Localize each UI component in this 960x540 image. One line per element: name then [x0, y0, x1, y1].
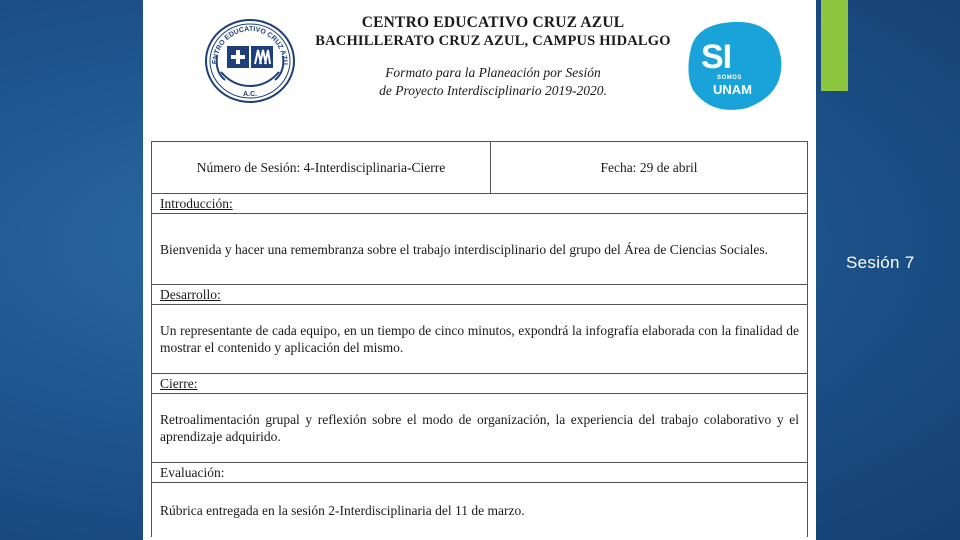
introduction-label: Introducción: [152, 194, 808, 214]
unam-name-text: UNAM [713, 82, 752, 97]
school-seal-logo [203, 16, 297, 104]
accent-bar [821, 0, 848, 91]
unam-somos-text: SOMOS [717, 75, 742, 81]
section-label-row [152, 374, 808, 394]
session-row [152, 142, 808, 194]
planning-table [151, 141, 808, 537]
closing-label: Cierre: [152, 374, 808, 394]
campus-name: BACHILLERATO CRUZ AZUL, CAMPUS HIDALGO [315, 33, 671, 49]
session-number: Número de Sesión: 4-Interdisciplinaria-Cierre [152, 142, 491, 194]
si-somos-unam-logo [683, 18, 785, 112]
document-header [303, 14, 683, 100]
section-body-row [152, 214, 808, 285]
unam-si-text: SI [701, 38, 732, 76]
evaluation-label: Evaluación: [152, 463, 808, 483]
section-body-row [152, 483, 808, 538]
introduction-text: Bienvenida y hacer una remembranza sobre el trabajo interdisciplinario del grupo del Área de Ciencias Sociales. [152, 214, 808, 285]
svg-text:CENTRO EDUCATIVO CRUZ AZUL: ENTRO EDUCATIVO CRUZ AZU [211, 25, 289, 66]
section-body-row [152, 394, 808, 463]
section-body-row [152, 305, 808, 374]
section-label-row [152, 194, 808, 214]
section-label-row [152, 463, 808, 483]
development-label: Desarrollo: [152, 285, 808, 305]
slide-title: Sesión 7 [846, 253, 915, 272]
school-name: CENTRO EDUCATIVO CRUZ AZUL [361, 14, 625, 31]
document-page [143, 0, 816, 540]
format-title-line2: de Proyecto Interdisciplinario 2019-2020. [379, 83, 607, 98]
format-title-line1: Formato para la Planeación por Sesión [385, 65, 601, 80]
evaluation-text: Rúbrica entregada en la sesión 2-Interdisciplinaria del 11 de marzo. [152, 483, 808, 538]
section-label-row [152, 285, 808, 305]
closing-text: Retroalimentación grupal y reflexión sobre el modo de organización, la experiencia del trabajo colaborativo y el aprendizaje adquirido. [152, 394, 808, 463]
development-text: Un representante de cada equipo, en un tiempo de cinco minutos, expondrá la infografía elaborada con la finalidad de mostrar el contenido y aplicación del mismo. [152, 305, 808, 374]
svg-text:A.C.: A.C. [243, 91, 257, 98]
session-date: Fecha: 29 de abril [491, 142, 808, 194]
